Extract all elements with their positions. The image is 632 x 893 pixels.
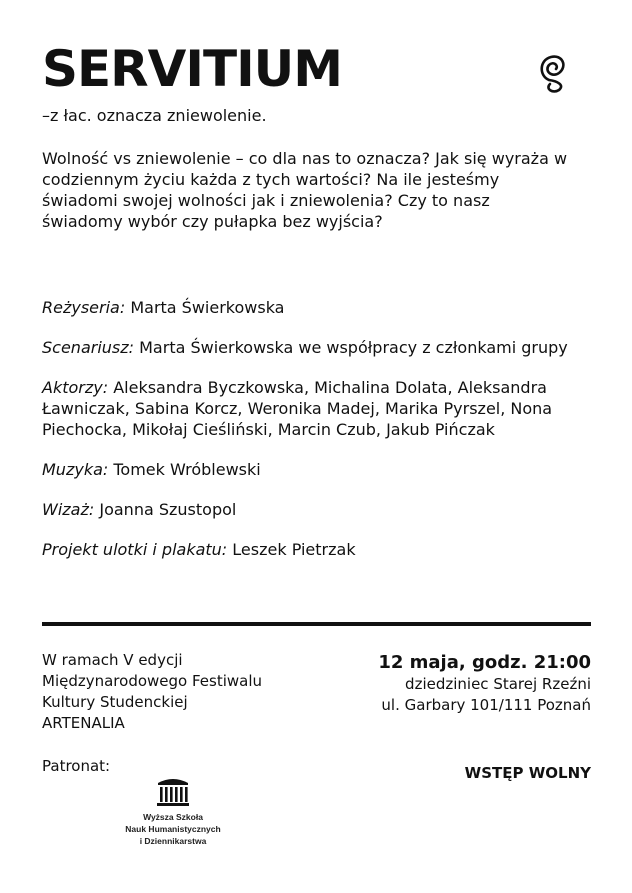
credit-role: Muzyka:: [42, 460, 109, 479]
free-entry-label: WSTĘP WOLNY: [464, 764, 591, 782]
title-definition: –z łac. oznacza zniewolenie.: [42, 106, 267, 125]
page-title: SERVITIUM: [42, 40, 343, 98]
credit-role: Reżyseria:: [42, 298, 126, 317]
festival-info: W ramach V edycji Międzynarodowego Festiwalu Kultury Studenckiej ARTENALIA: [42, 651, 263, 732]
event-details: [378, 651, 591, 716]
credit-role: Aktorzy:: [42, 378, 109, 397]
patron-name-line: Wyższa Szkoła: [143, 812, 203, 822]
event-address: ul. Garbary 101/111 Poznań: [381, 696, 591, 714]
event-date-time: 12 maja, godz. 21:00: [378, 652, 591, 673]
credit-names: Aleksandra Byczkowska, Michalina Dolata, Aleksandra Ławniczak, Sabina Korcz, Weronika Madej, Marika Pyrszel, Nona Piechocka, Mikołaj Cieśliński, Marcin Czub, Jakub Pińczak: [42, 378, 553, 439]
patron-institution-name: [96, 811, 250, 847]
colonnade-building-icon: [156, 776, 190, 806]
credit-role: Scenariusz:: [42, 338, 135, 357]
credit-screenplay: [42, 337, 582, 358]
credit-role: Wizaż:: [42, 500, 95, 519]
curl-ornament-icon: [535, 50, 571, 94]
credit-design: [42, 539, 582, 560]
credit-actors: [42, 377, 582, 440]
credit-names: Leszek Pietrzak: [232, 540, 356, 559]
patron-name-line: Nauk Humanistycznych: [125, 824, 221, 834]
patron-name-line: i Dziennikarstwa: [139, 836, 207, 846]
credit-names: Marta Świerkowska we współpracy z członkami grupy: [139, 338, 568, 357]
credit-names: Joanna Szustopol: [99, 500, 237, 519]
divider: [42, 622, 591, 626]
credit-role: Projekt ulotki i plakatu:: [42, 540, 228, 559]
credit-makeup: [42, 499, 582, 520]
credits-list: [42, 297, 582, 579]
credit-directing: [42, 297, 582, 318]
credit-names: Marta Świerkowska: [130, 298, 285, 317]
credit-names: Tomek Wróblewski: [113, 460, 261, 479]
patronage-label: Patronat:: [42, 757, 111, 775]
event-venue: dziedziniec Starej Rzeźni: [405, 675, 591, 693]
intro-paragraph: Wolność vs zniewolenie – co dla nas to oznacza? Jak się wyraża w codziennym życiu każda z tych wartości? Na ile jesteśmy świadomi swojej wolności jak i zniewolenia? Czy to nasz świadomy wybór czy pułapka bez wyjścia?: [42, 149, 568, 231]
credit-music: [42, 459, 582, 480]
